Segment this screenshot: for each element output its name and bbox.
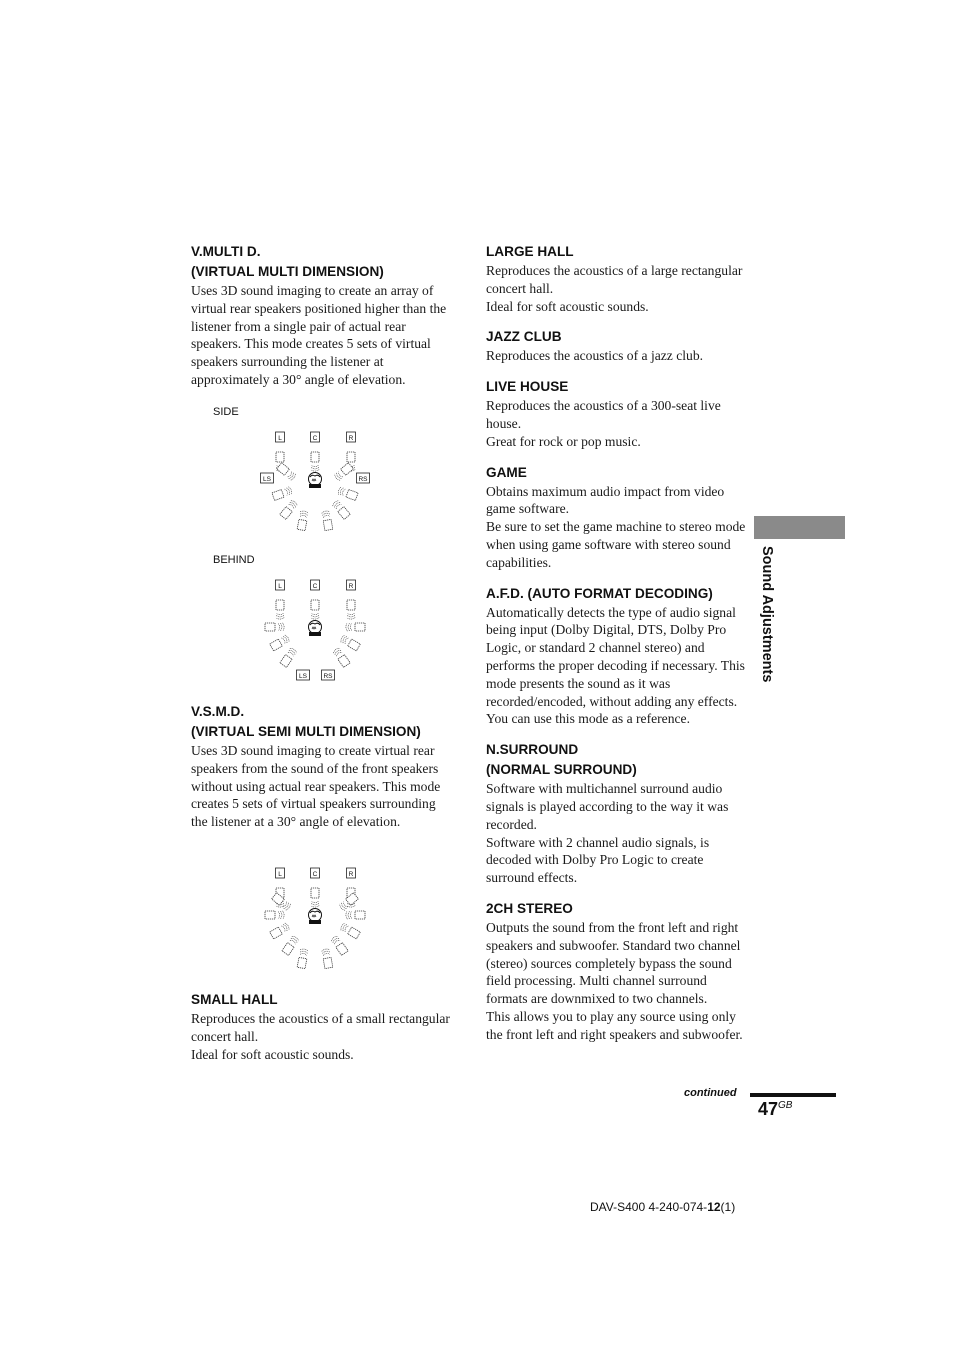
center-speaker [311, 600, 319, 619]
small-hall-note: Ideal for soft acoustic sounds. [191, 1046, 354, 1062]
side-left-mid-speaker [272, 486, 293, 500]
speaker-label-ls [297, 670, 310, 680]
live-house-heading: LIVE HOUSE [486, 379, 569, 395]
rear-left-outer-speaker [270, 922, 291, 939]
model-code-prefix: DAV-S400 4-240-074- [590, 1200, 708, 1214]
svg-text:R: R [348, 871, 354, 878]
large-hall-note: Ideal for soft acoustic sounds. [486, 298, 649, 314]
large-hall-heading: LARGE HALL [486, 244, 574, 259]
svg-text:C: C [312, 583, 318, 590]
jazz-club-description: Reproduces the acoustics of a jazz club. [486, 348, 704, 364]
section-side-title [755, 546, 779, 706]
svg-text:C: C [312, 871, 318, 878]
jazz-club-heading: JAZZ CLUB [486, 329, 562, 345]
svg-text:R: R [348, 435, 354, 442]
svg-text:L: L [278, 583, 282, 590]
game-note: Be sure to set the game machine to stereo mode when using game software with stereo sound capabilities. [486, 519, 746, 570]
page-number [758, 1099, 792, 1120]
diagram-behind-label: BEHIND [213, 554, 255, 566]
svg-text:L: L [278, 435, 282, 442]
stereo-description: Outputs the sound from the front left and right speakers and subwoofer. Standard two channel (stereo) sources completely bypass the sound field processing. Multi channel surround formats are downmixed to two channels. [486, 919, 741, 1007]
svg-text:RS: RS [358, 476, 368, 483]
svg-text:LS: LS [263, 476, 271, 483]
rear-right-inner-speaker [321, 510, 333, 530]
large-hall-section [486, 242, 748, 315]
side-right-mid-speaker [337, 486, 358, 500]
continued-label: continued [684, 1087, 737, 1099]
rear-right-speaker [332, 499, 351, 519]
side-left-speaker [265, 623, 284, 631]
page-number-value: 47 [758, 1099, 779, 1119]
small-hall-section [191, 990, 453, 1063]
continued-rule [750, 1093, 836, 1097]
afd-heading: A.F.D. (AUTO FORMAT DECODING) [486, 585, 713, 601]
rear-right-outer-speaker [340, 634, 361, 651]
vmulti-subheading: (VIRTUAL MULTI DIMENSION) [191, 264, 384, 279]
small-hall-heading: SMALL HALL [191, 992, 278, 1007]
side-left-upper-speaker [276, 463, 296, 482]
left-column-lower [191, 702, 453, 843]
front-right-speaker [347, 600, 355, 619]
vsmd-heading: V.S.M.D. [191, 704, 245, 719]
section-side-title-text: Sound Adjustments [759, 546, 775, 683]
live-house-description: Reproduces the acoustics of a 300-seat live house. [486, 398, 721, 431]
model-code-suffix: (1) [720, 1200, 736, 1214]
nsurround-subheading: (NORMAL SURROUND) [486, 762, 637, 778]
speaker-label-l [276, 432, 285, 442]
svg-text:LS: LS [299, 673, 307, 680]
nsurround-description: Software with multichannel surround audio signals is played according to the way it was recorded. [486, 781, 729, 832]
vmulti-section [191, 242, 453, 389]
stereo-section [486, 899, 748, 1044]
svg-text:L: L [278, 871, 282, 878]
speaker-label-r [347, 580, 356, 590]
nsurround-section [486, 740, 748, 887]
speaker-label-r [347, 432, 356, 442]
stereo-heading: 2CH STEREO [486, 900, 573, 916]
large-hall-description: Reproduces the acoustics of a large rectangular concert hall. [486, 263, 743, 296]
live-house-note: Great for rock or pop music. [486, 433, 641, 449]
nsurround-note: Software with 2 channel audio signals, is decoded with Dolby Pro Logic to create surround effects. [486, 834, 710, 886]
listener-icon [309, 621, 322, 637]
speaker-label-rs [357, 473, 370, 483]
side-left-speaker [265, 911, 284, 919]
vmulti-heading: V.MULTI D. [191, 244, 261, 259]
side-right-speaker [346, 623, 365, 631]
rear-right-speaker [332, 647, 350, 667]
speaker-label-ls [261, 473, 274, 483]
speaker-label-l [276, 580, 285, 590]
nsurround-heading: N.SURROUND [486, 742, 579, 758]
rear-left-speaker [282, 935, 300, 955]
diagram-side-label: SIDE [213, 406, 239, 418]
rear-left-speaker [280, 499, 299, 519]
center-speaker [311, 452, 319, 471]
page-number-suffix: GB [778, 1100, 793, 1111]
stereo-note: This allows you to play any source using only the front left and right speakers and subwoofer. [486, 1008, 743, 1042]
rear-left-speaker [280, 647, 298, 667]
speaker-label-rs [322, 670, 335, 680]
model-code-bold: 12 [707, 1200, 721, 1214]
rear-left-inner-speaker [297, 510, 309, 530]
left-column [191, 242, 453, 401]
rear-right-inner-speaker [321, 948, 333, 968]
jazz-club-section [486, 327, 748, 365]
model-code [590, 1200, 735, 1214]
small-hall-description: Reproduces the acoustics of a small rectangular concert hall. [191, 1011, 450, 1044]
side-right-upper-speaker [333, 463, 353, 482]
rear-left-inner-speaker [297, 948, 309, 968]
vmulti-description: Uses 3D sound imaging to create an array of virtual rear speakers positioned higher than the listener from a single pair of actual rear speakers. This mode creates 5 sets of virtual speakers surrounding the listener at approximately a 30° angle of elevation. [191, 283, 447, 387]
game-section [486, 463, 748, 572]
section-tab-marker [754, 516, 845, 539]
listener-icon [309, 909, 322, 925]
side-speaker-diagram [250, 425, 380, 540]
afd-description: Automatically detects the type of audio signal being input (Dolby Digital, DTS, Dolby Pro Logic, or standard 2 channel stereo) and performs the proper decoding if necessary. This mode presents the sound as it was recorded/encoded, without adding any effects. [486, 604, 745, 709]
left-column-bottom [191, 990, 453, 1075]
rear-right-outer-speaker [340, 922, 361, 939]
speaker-label-r [347, 868, 356, 878]
rear-left-outer-speaker [270, 634, 291, 651]
side-right-speaker [346, 911, 365, 919]
svg-text:C: C [312, 435, 318, 442]
speaker-label-c [311, 432, 320, 442]
speaker-label-l [276, 868, 285, 878]
game-heading: GAME [486, 464, 527, 480]
right-column [486, 242, 748, 1056]
vsmd-speaker-diagram [250, 861, 380, 976]
behind-speaker-diagram [250, 573, 380, 688]
live-house-section [486, 377, 748, 450]
svg-text:R: R [348, 583, 354, 590]
vsmd-subheading: (VIRTUAL SEMI MULTI DIMENSION) [191, 724, 421, 739]
afd-section [486, 584, 748, 729]
front-left-speaker [276, 600, 284, 619]
speaker-label-c [311, 580, 320, 590]
listener-icon [309, 473, 322, 489]
vsmd-description: Uses 3D sound imaging to create virtual rear speakers from the sound of the front speakers without using actual rear speakers. This mode creates 5 sets of virtual speakers surrounding the listener at a 30° angle of elevation. [191, 743, 441, 830]
center-speaker [311, 888, 319, 907]
rear-right-speaker [330, 935, 348, 955]
svg-text:RS: RS [323, 673, 333, 680]
game-description: Obtains maximum audio impact from video game software. [486, 483, 725, 517]
afd-note: You can use this mode as a reference. [486, 711, 690, 727]
vsmd-section [191, 702, 453, 831]
speaker-label-c [311, 868, 320, 878]
